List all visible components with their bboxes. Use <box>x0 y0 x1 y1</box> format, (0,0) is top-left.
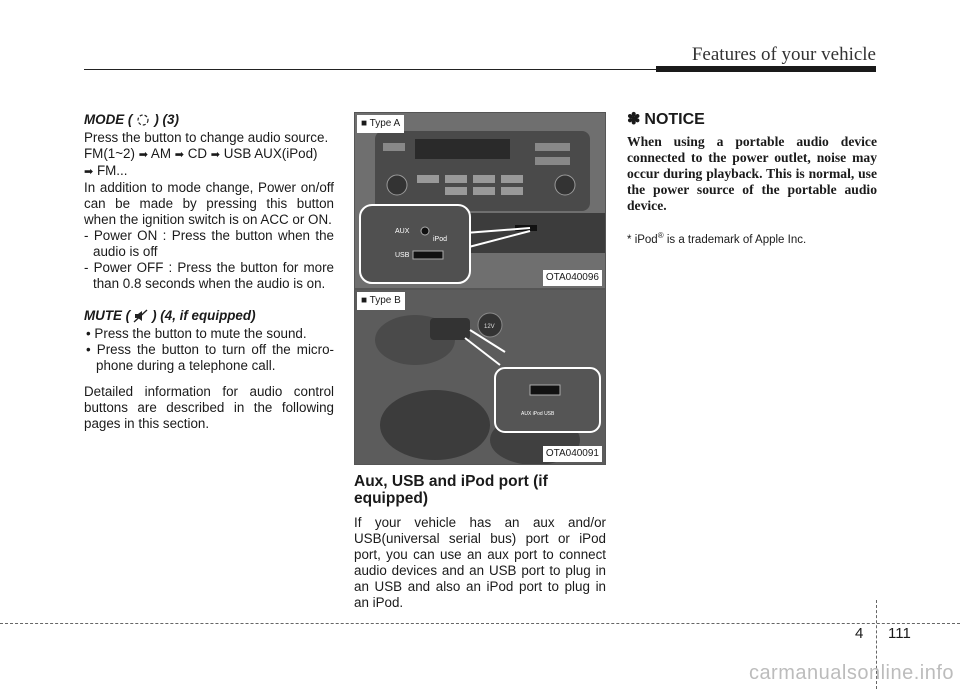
mode-dial-icon <box>135 113 151 127</box>
column-right <box>627 112 877 248</box>
mode-heading: MODE ( ) (3) <box>84 112 179 127</box>
figure-b-code: OTA040091 <box>543 446 602 462</box>
page-number: 111 <box>888 625 911 642</box>
watermark: carmanualsonline.info <box>748 662 954 684</box>
column-left <box>84 112 334 432</box>
fig-a-usb-label: USB <box>395 252 410 259</box>
fig-b-12v-label: 12V <box>484 324 495 330</box>
figure-a-code: OTA040096 <box>543 270 602 286</box>
figure-type-b <box>354 289 606 465</box>
column-middle <box>354 112 606 611</box>
mode-sequence: FM(1~2) ➡ AM ➡ CD ➡ USB AUX(iPod) ➡ FM... <box>84 146 318 178</box>
chapter-number: 4 <box>855 625 864 642</box>
fig-b-ports-label: AUX iPod USB <box>521 411 555 417</box>
header-title: Features of your vehicle <box>691 44 876 65</box>
mode-power-desc: In addition to mode change, Power on/off can be made by pressing this button when the ignition switch is on ACC or ON. <box>84 180 334 227</box>
footer-rule <box>0 623 960 624</box>
mute-bullet-2: • Press the button to turn off the micro-phone during a telephone call. <box>86 342 334 373</box>
notice-heading <box>627 112 877 128</box>
power-on-item: - Power ON : Press the button when the audio is off <box>84 228 334 259</box>
detail-paragraph: Detailed information for audio control buttons are described in the following pages in this section. <box>84 384 334 431</box>
console-ports-photo <box>355 290 605 464</box>
mute-speaker-icon <box>133 309 149 323</box>
power-off-item: - Power OFF : Press the button for more than 0.8 seconds when the audio is on. <box>84 260 334 291</box>
figure-b-tag: ■ Type B <box>357 292 405 310</box>
notice-title: NOTICE <box>644 111 705 128</box>
mode-desc: Press the button to change audio source. <box>84 130 329 145</box>
header-bar <box>656 66 876 72</box>
mute-bullet-1: • Press the button to mute the sound. <box>86 326 307 341</box>
figure-type-a <box>354 112 606 289</box>
fig-a-aux-label: AUX <box>395 228 410 235</box>
mute-heading: MUTE ( ) (4, if equipped) <box>84 308 256 323</box>
header-rule <box>84 69 656 70</box>
notice-body: When using a portable audio device connected to the power outlet, noise may occur during playback. This is normal, use the power source of the portable audio device. <box>627 134 877 213</box>
notice-mark-icon: ✽ <box>627 111 641 128</box>
fig-a-ipod-label: iPod <box>433 236 448 243</box>
trademark-footnote: * iPod® is a trademark of Apple Inc. <box>627 231 807 246</box>
port-section-body: If your vehicle has an aux and/or USB(universal serial bus) port or iPod port, you can use an aux port to connect audio devices and an USB port to plug in an USB and also an iPod port to plug in an iPod. <box>354 515 606 610</box>
figure-a-tag: ■ Type A <box>357 115 404 133</box>
audio-head-unit-photo <box>355 113 605 288</box>
port-section-heading: Aux, USB and iPod port (if equipped) <box>354 473 548 507</box>
